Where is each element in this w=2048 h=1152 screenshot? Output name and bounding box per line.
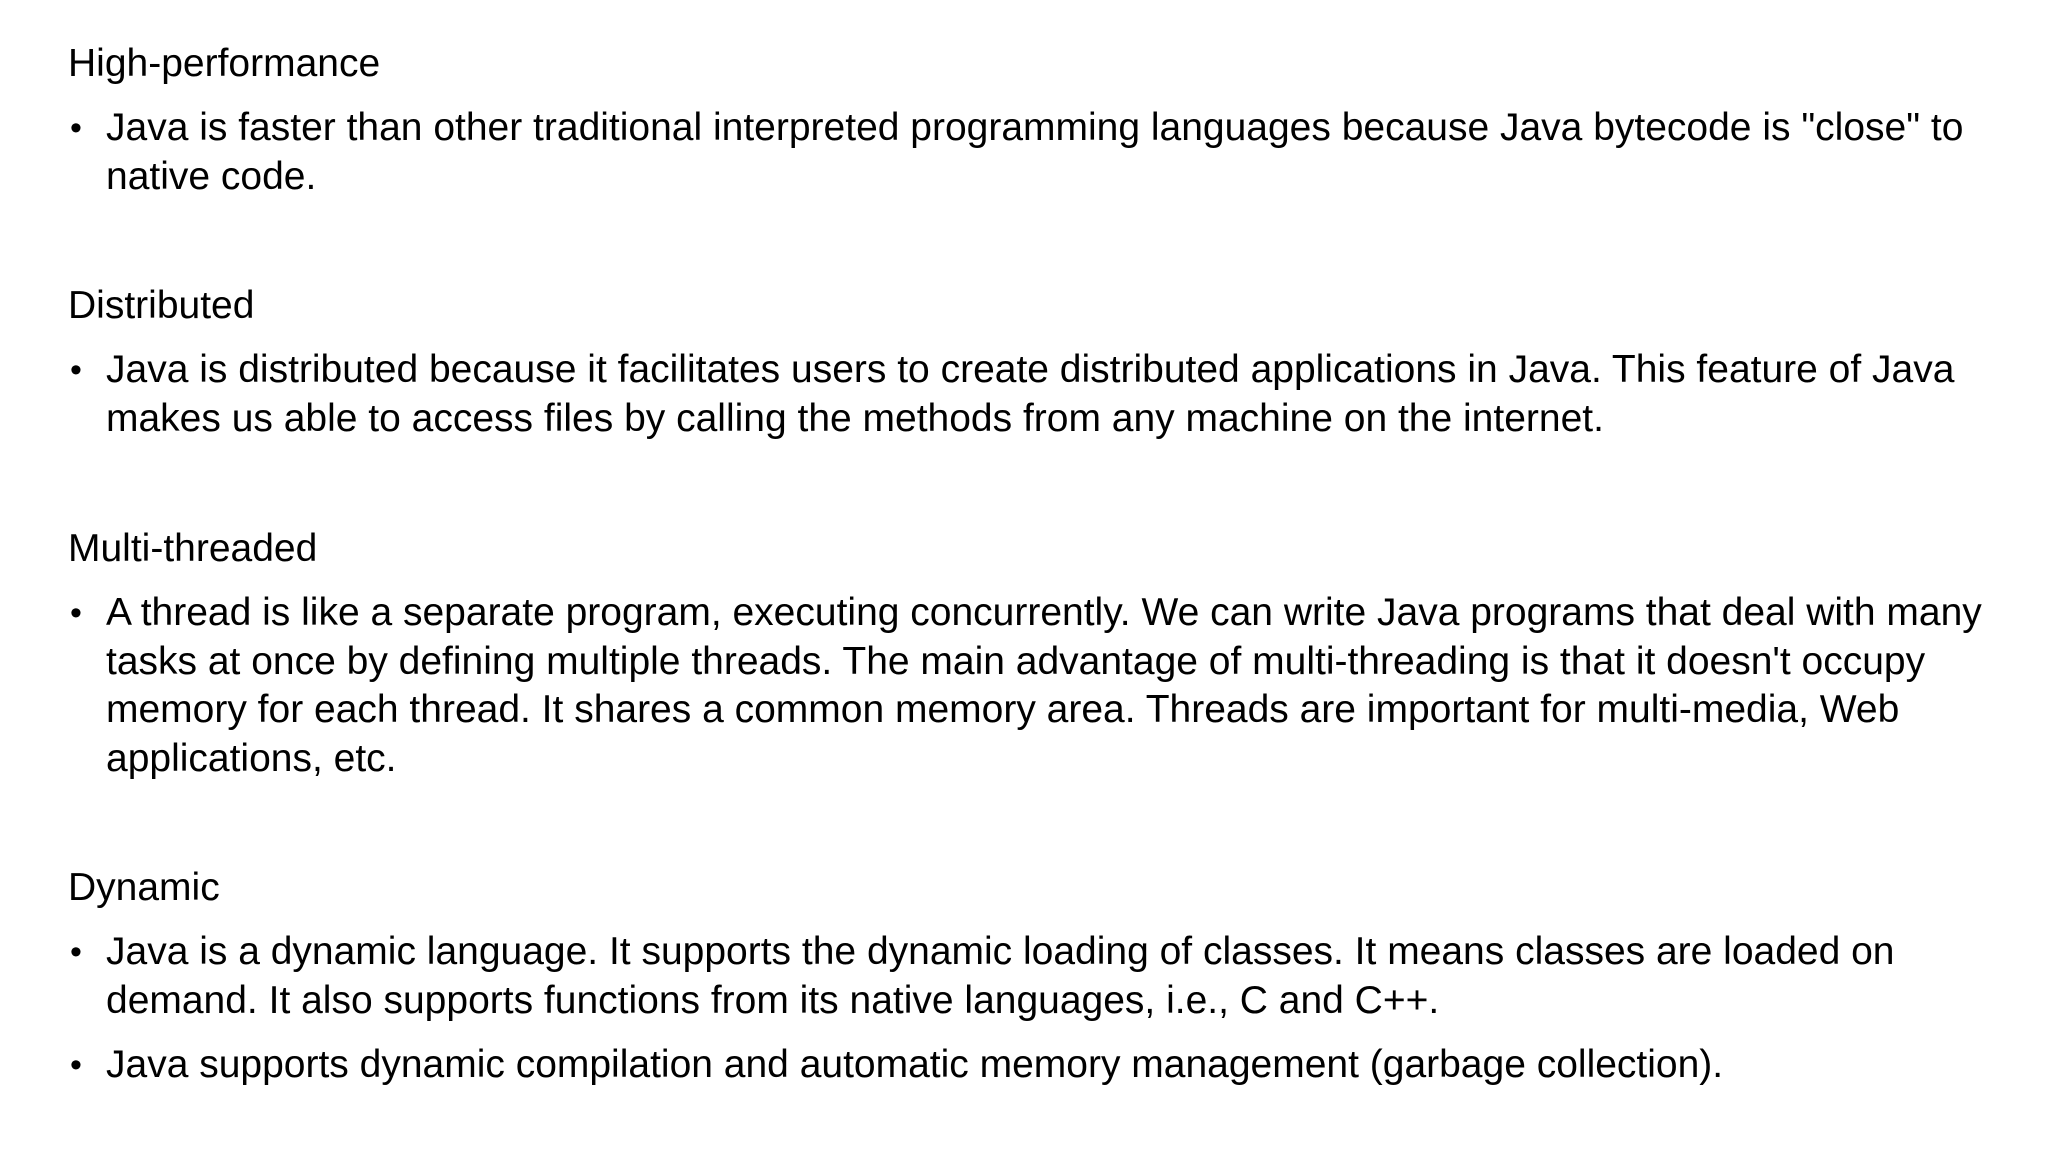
bullet-list [68, 928, 1998, 1090]
bullet-list [68, 589, 1998, 783]
bullet-icon: • [70, 594, 82, 632]
bullet-text: Java is faster than other traditional interpreted programming languages because Java bytecode is "close" to native code. [106, 106, 1964, 198]
bullet-text: Java is distributed because it facilitates users to create distributed applications in Java. This feature of Java makes us able to access files by calling the methods from any machine on the internet. [106, 348, 1955, 440]
bullet-list [68, 346, 1998, 443]
bullet-list [68, 104, 1998, 201]
bullet-text: A thread is like a separate program, executing concurrently. We can write Java programs that deal with many tasks at once by defining multiple threads. The main advantage of multi-threading is that it doesn't occupy memory for each thread. It shares a common memory area. Threads are important for multi-media, Web applications, etc. [106, 591, 1982, 780]
bullet-item [68, 346, 1998, 443]
section-heading: High-performance [68, 42, 381, 85]
section-high-performance [68, 40, 1998, 201]
section-heading: Multi-threaded [68, 527, 318, 570]
section-heading: Dynamic [68, 866, 220, 909]
bullet-icon: • [70, 933, 82, 971]
bullet-item [68, 1041, 1998, 1090]
bullet-icon: • [70, 109, 82, 147]
section-distributed [68, 282, 1998, 443]
bullet-text: Java supports dynamic compilation and automatic memory management (garbage collection). [106, 1043, 1724, 1086]
bullet-text: Java is a dynamic language. It supports the dynamic loading of classes. It means classes are loaded on demand. It also supports functions from its native languages, i.e., C and C++. [106, 930, 1895, 1022]
bullet-item [68, 928, 1998, 1025]
section-heading: Distributed [68, 284, 255, 327]
section-dynamic [68, 864, 1998, 1090]
bullet-item [68, 589, 1998, 783]
bullet-icon: • [70, 351, 82, 389]
bullet-item [68, 104, 1998, 201]
bullet-icon: • [70, 1046, 82, 1084]
section-multi-threaded [68, 525, 1998, 783]
